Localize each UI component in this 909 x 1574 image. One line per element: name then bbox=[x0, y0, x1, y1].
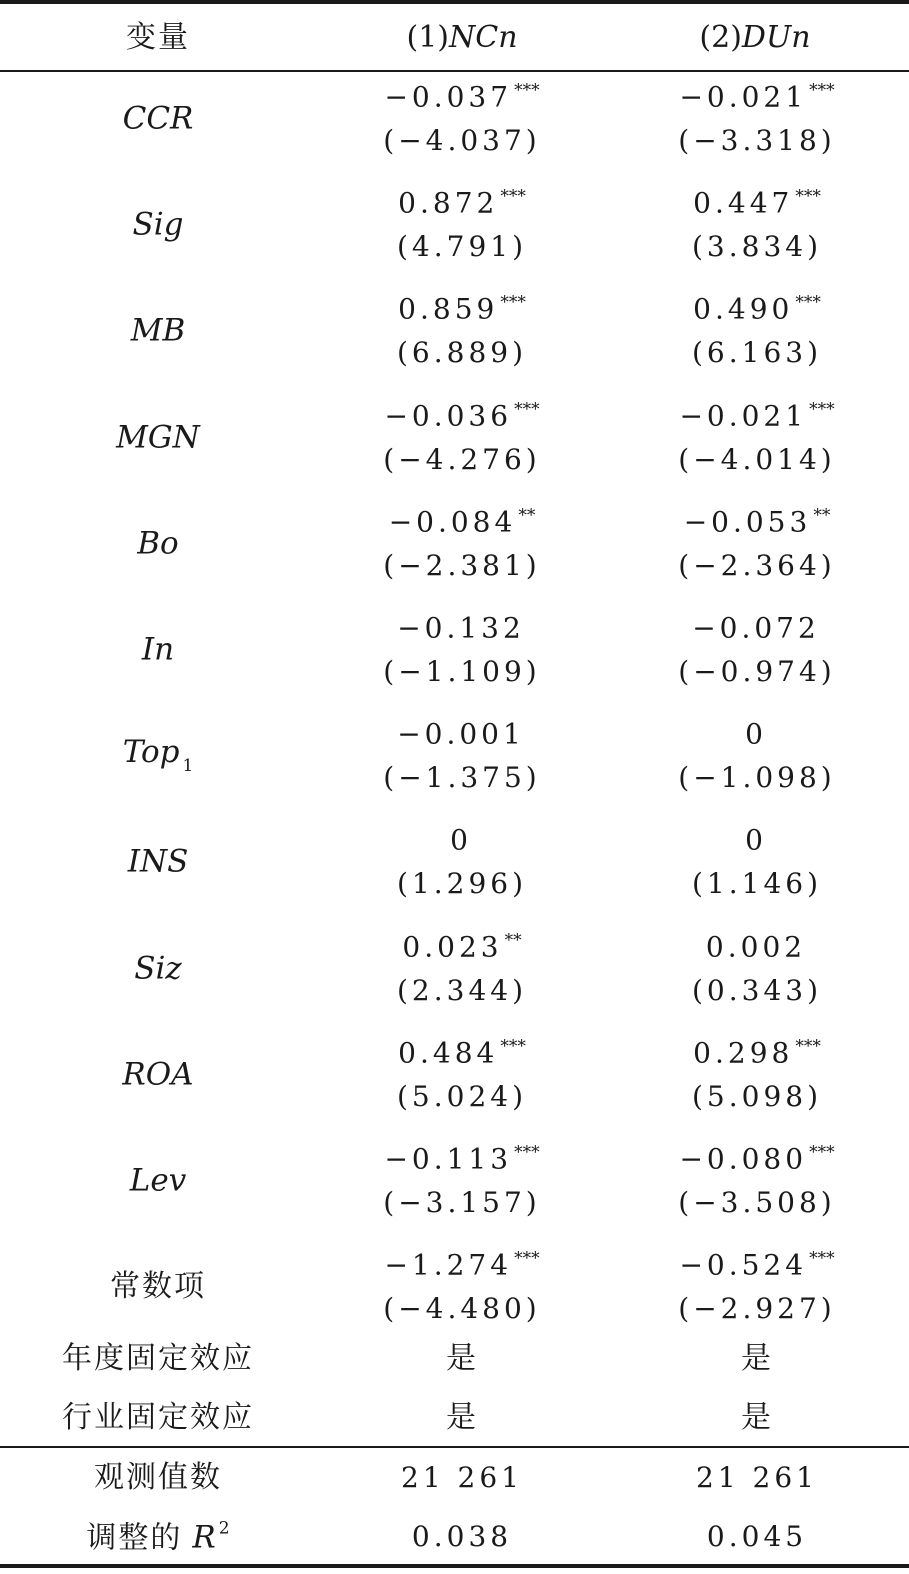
coef-col1-stars: *** bbox=[514, 80, 540, 101]
coef-col1-value: −0.001 bbox=[397, 717, 525, 751]
row-variable-name: ROA bbox=[122, 1056, 194, 1093]
coef-col1-value: −1.274 bbox=[384, 1248, 513, 1282]
row-coef-col1 bbox=[402, 930, 522, 964]
row-variable-name: CCR bbox=[122, 100, 194, 137]
row-variable-name: Lev bbox=[129, 1162, 187, 1199]
row-tstat-col1: (5.024) bbox=[396, 1079, 528, 1113]
row-coef-col2 bbox=[745, 823, 769, 857]
r2-label bbox=[86, 1518, 230, 1556]
row-tstat-col1: (6.889) bbox=[396, 336, 528, 370]
coef-col1-stars: *** bbox=[500, 1036, 526, 1057]
coef-col1-stars: ** bbox=[518, 505, 536, 526]
row-variable-name: Sig bbox=[132, 206, 184, 243]
coef-col1-value: 0.484 bbox=[398, 1036, 499, 1070]
coef-col2-stars: *** bbox=[795, 1036, 821, 1057]
row-variable bbox=[137, 525, 179, 562]
row-coef-col1 bbox=[398, 292, 526, 326]
coef-col1-stars: *** bbox=[500, 292, 526, 313]
row-tstat-col2: (−3.318) bbox=[678, 124, 836, 157]
coef-col1-stars: *** bbox=[514, 1142, 540, 1163]
bottom-rule bbox=[0, 1564, 909, 1568]
row-variable-name: Siz bbox=[134, 950, 182, 987]
r2-col2: 0.045 bbox=[706, 1520, 808, 1553]
row-coef-col1 bbox=[398, 1036, 526, 1070]
row-tstat-col2: (−1.098) bbox=[678, 761, 836, 795]
row-tstat-col2: (−4.014) bbox=[678, 442, 836, 476]
header-col1-name: NCn bbox=[448, 20, 518, 55]
coef-col2-stars: *** bbox=[795, 186, 821, 207]
row-variable bbox=[141, 631, 175, 668]
coef-col1-value: −0.113 bbox=[384, 1142, 513, 1176]
coef-col1-value: 0 bbox=[450, 823, 472, 857]
row-coef-col1 bbox=[397, 611, 527, 645]
coef-col2-value: 0.490 bbox=[693, 292, 794, 326]
coef-col1-value: 0.023 bbox=[402, 930, 503, 964]
coef-col2-stars: *** bbox=[809, 1142, 835, 1163]
row-tstat-col2: (3.834) bbox=[691, 230, 823, 264]
r2-col1: 0.038 bbox=[411, 1520, 513, 1553]
header-rule bbox=[0, 70, 909, 72]
row-tstat-col1: (−1.375) bbox=[383, 761, 541, 795]
row-variable-name: MB bbox=[130, 312, 186, 349]
coef-col2-stars: *** bbox=[809, 399, 835, 420]
obs-col1: 21 261 bbox=[401, 1461, 523, 1494]
row-tstat-col2: (−2.364) bbox=[678, 548, 836, 582]
row-coef-col1 bbox=[397, 717, 527, 751]
row-variable-name: In bbox=[141, 631, 175, 668]
row-variable bbox=[132, 206, 184, 243]
row-variable-name: Bo bbox=[137, 525, 179, 562]
obs-label-text: 观测值数 bbox=[94, 1460, 222, 1495]
row-coef-col1 bbox=[384, 399, 540, 433]
row-coef-col1 bbox=[384, 1248, 540, 1282]
row-variable bbox=[127, 843, 189, 880]
fixed-effect-col2: 是 bbox=[741, 1400, 773, 1435]
coef-col1-value: 0.859 bbox=[398, 292, 499, 326]
row-coef-col2 bbox=[745, 717, 769, 751]
row-coef-col2 bbox=[683, 505, 831, 539]
coef-col2-value: −0.072 bbox=[692, 611, 820, 645]
coef-col1-stars: *** bbox=[500, 186, 526, 207]
coef-col1-value: −0.132 bbox=[397, 611, 525, 645]
row-coef-col2 bbox=[679, 80, 835, 114]
row-variable bbox=[122, 734, 194, 777]
coef-col2-value: −0.021 bbox=[679, 80, 808, 114]
header-variable-label: 变量 bbox=[126, 20, 190, 55]
obs-col2: 21 261 bbox=[696, 1461, 818, 1494]
row-variable-name: INS bbox=[127, 843, 189, 880]
fixed-effect-label: 年度固定效应 bbox=[62, 1341, 254, 1376]
row-tstat-col1: (2.344) bbox=[396, 973, 528, 1007]
row-coef-col1 bbox=[398, 186, 526, 220]
row-coef-col1 bbox=[388, 505, 536, 539]
r2-label-text: 调整的 bbox=[86, 1520, 183, 1556]
coef-col1-value: −0.084 bbox=[388, 505, 517, 539]
row-coef-col2 bbox=[679, 399, 835, 433]
coef-col2-value: 0 bbox=[745, 717, 767, 751]
row-tstat-col2: (−0.974) bbox=[678, 655, 836, 688]
row-coef-col2 bbox=[692, 611, 822, 645]
coef-col2-stars: *** bbox=[809, 80, 835, 101]
coef-col2-stars: *** bbox=[809, 1248, 835, 1269]
header-col1 bbox=[406, 20, 518, 55]
r2-symbol: R bbox=[192, 1519, 216, 1556]
row-tstat-col2: (0.343) bbox=[691, 973, 823, 1007]
row-tstat-col2: (−2.927) bbox=[678, 1292, 836, 1326]
row-variable-name: 常数项 bbox=[110, 1269, 206, 1305]
coef-col2-value: −0.524 bbox=[679, 1248, 808, 1282]
coef-col2-stars: ** bbox=[813, 505, 831, 526]
coef-col1-stars: ** bbox=[504, 930, 522, 951]
row-variable-name: MGN bbox=[116, 419, 200, 456]
fixed-effect-col1: 是 bbox=[446, 1341, 478, 1376]
coef-col1-value: 0.872 bbox=[398, 186, 499, 220]
obs-label bbox=[94, 1460, 222, 1495]
fixed-effect-col1: 是 bbox=[446, 1400, 478, 1435]
row-tstat-col2: (1.146) bbox=[691, 867, 823, 901]
row-tstat-col1: (−4.480) bbox=[383, 1292, 541, 1326]
row-coef-col2 bbox=[705, 930, 808, 964]
row-tstat-col1: (1.296) bbox=[396, 867, 528, 901]
row-coef-col2 bbox=[679, 1142, 835, 1176]
row-variable bbox=[129, 1162, 187, 1199]
row-coef-col1 bbox=[384, 1142, 540, 1176]
coef-col2-value: 0 bbox=[745, 823, 767, 857]
header-col2-name: DUn bbox=[741, 20, 811, 55]
coef-col2-value: 0.447 bbox=[693, 186, 794, 220]
row-coef-col2 bbox=[693, 1036, 821, 1070]
row-variable bbox=[116, 419, 200, 456]
coef-col2-value: −0.021 bbox=[679, 399, 808, 433]
row-tstat-col1: (−1.109) bbox=[383, 655, 541, 688]
row-variable bbox=[134, 950, 182, 987]
fixed-effect-col2: 是 bbox=[741, 1341, 773, 1376]
row-tstat-col2: (−3.508) bbox=[678, 1186, 836, 1219]
fixed-effect-label: 行业固定效应 bbox=[62, 1400, 254, 1435]
row-coef-col1 bbox=[384, 80, 540, 114]
header-col2 bbox=[699, 20, 811, 55]
header-variable bbox=[126, 20, 190, 55]
coef-col2-value: 0.002 bbox=[705, 930, 807, 964]
r2-superscript: 2 bbox=[218, 1518, 230, 1539]
row-coef-col2 bbox=[693, 292, 821, 326]
header-col2-number: (2) bbox=[699, 20, 742, 55]
row-coef-col2 bbox=[679, 1248, 835, 1282]
header-col1-number: (1) bbox=[406, 20, 449, 55]
coef-col2-stars: *** bbox=[795, 292, 821, 313]
coef-col1-value: −0.036 bbox=[384, 399, 513, 433]
row-variable bbox=[110, 1269, 206, 1305]
coef-col1-stars: *** bbox=[514, 399, 540, 420]
row-variable-name: Top bbox=[122, 734, 180, 771]
row-variable bbox=[130, 312, 186, 349]
top-rule bbox=[0, 0, 909, 4]
row-tstat-col2: (6.163) bbox=[691, 336, 823, 370]
row-tstat-col1: (−2.381) bbox=[383, 548, 541, 582]
row-tstat-col1: (−3.157) bbox=[383, 1186, 541, 1219]
row-tstat-col1: (4.791) bbox=[396, 230, 528, 264]
row-variable-subscript: 1 bbox=[182, 756, 194, 777]
row-tstat-col2: (5.098) bbox=[691, 1079, 823, 1113]
row-tstat-col1: (−4.037) bbox=[383, 124, 541, 157]
row-variable bbox=[122, 100, 194, 137]
coef-col2-value: −0.053 bbox=[683, 505, 812, 539]
coef-col2-value: −0.080 bbox=[679, 1142, 808, 1176]
row-tstat-col1: (−4.276) bbox=[383, 442, 541, 476]
row-coef-col2 bbox=[693, 186, 821, 220]
mid-rule bbox=[0, 1446, 909, 1448]
coef-col2-value: 0.298 bbox=[693, 1036, 794, 1070]
coef-col1-value: −0.037 bbox=[384, 80, 513, 114]
row-variable bbox=[122, 1056, 194, 1093]
coef-col1-stars: *** bbox=[514, 1248, 540, 1269]
row-coef-col1 bbox=[450, 823, 474, 857]
